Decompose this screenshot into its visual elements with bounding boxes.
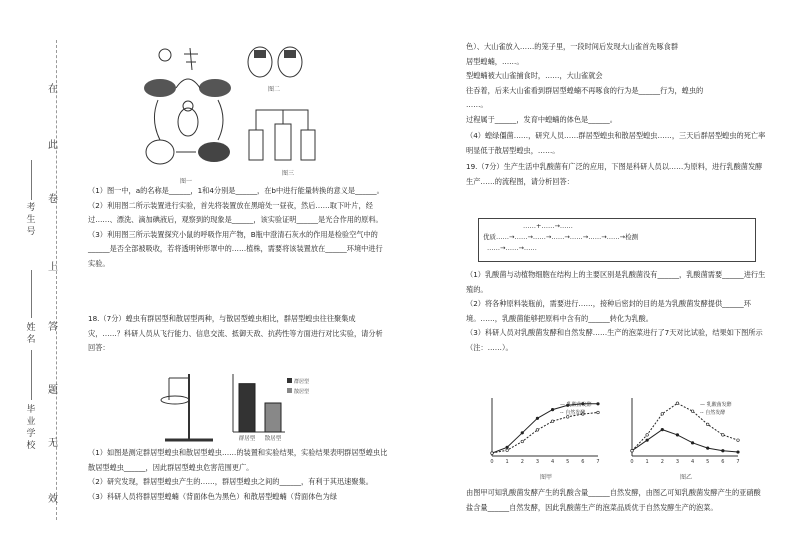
- flow-row-2: 优质……→……→……→……→……→……→……→检测: [483, 233, 639, 241]
- data-point: [722, 449, 725, 452]
- binding-margin: [0, 0, 72, 560]
- question-19-conclusion: 由图甲可知乳酸菌发酵产生的乳酸含量______自然发酵，由图乙可知乳酸菌发酵产生的亚硝酸盐含量______自然发酵，因此乳酸菌生产的泡菜品质优于自然发酵生产的泡菜。: [466, 488, 761, 512]
- question-19-item-1: （1）乳酸菌与动植物细胞在结构上的主要区别是乳酸菌没有______，乳酸菌需要______进行生殖的。: [466, 270, 766, 294]
- question-18-item-1: （1）如图是测定群居型蝗虫和散居型蝗虫……的装置和实验结果，实验结果表明群居型蝗虫比散居型蝗虫______，因此群居型蝗虫危害范围更广。: [88, 448, 388, 472]
- figure-1-cycle-diagram: [140, 40, 235, 175]
- question-19-items: [466, 268, 766, 355]
- process-flowchart: [478, 218, 756, 262]
- data-point: [706, 423, 709, 426]
- field-line: [31, 350, 32, 400]
- x-tick-label: 1: [505, 459, 509, 465]
- leaf-icon: [144, 79, 176, 97]
- data-point: [661, 428, 664, 431]
- cycle-diagram-svg: [140, 40, 235, 175]
- continued-line: 往吞着，后来大山雀看到群居型蝗蝻不再啄食的行为是______行为，蝗虫的: [466, 85, 704, 95]
- rabbit-icon: [178, 108, 198, 136]
- figure-3-respiration-apparatus: [245, 100, 320, 165]
- data-point: [722, 434, 725, 437]
- margin-char: 在: [48, 84, 58, 95]
- bar-0: [239, 384, 255, 432]
- legend-label: 群居型: [294, 379, 310, 385]
- data-point: [691, 410, 694, 413]
- margin-char: 此: [48, 140, 58, 151]
- x-tick-label: 群居型: [238, 436, 256, 442]
- x-tick-label: 4: [690, 459, 695, 465]
- sun-icon: [159, 49, 171, 61]
- flight-orbit-icon: [161, 396, 189, 404]
- x-tick-label: 5: [706, 459, 710, 465]
- cell-icon: [198, 142, 230, 162]
- x-tick-label: 6: [721, 459, 725, 465]
- data-point: [676, 434, 679, 437]
- flow-row-1: ……+……→……: [523, 222, 573, 230]
- chart-b-caption: 图乙: [680, 474, 693, 481]
- data-point: [536, 417, 539, 420]
- data-point: [691, 442, 694, 445]
- field-label-exam-number: 考生号: [26, 203, 36, 237]
- question-18-continued: [466, 40, 766, 189]
- data-point: [551, 408, 554, 411]
- question-18-stem: 18.（7分）蝗虫有群居型和散居型两种，与散居型蝗虫相比，群居型蝗虫往往聚集成灾，……？科研人员从飞行能力、信息交流、抵御天敌、抗药性等方面进行对比实验，请分析回答：: [88, 314, 383, 352]
- question-17-block: [88, 184, 388, 271]
- data-point: [646, 434, 649, 437]
- data-point: [737, 439, 740, 442]
- question-18-item-2: （2）研究发现，群居型蝗虫产生的……，群居型蝗虫之间的______，有利于其迅速聚集。: [88, 477, 373, 486]
- legend-label: — 乳酸菌发酵: [700, 402, 732, 408]
- question-18-items: [88, 446, 388, 504]
- data-point: [551, 420, 554, 423]
- legend-label: 散居型: [294, 389, 310, 395]
- data-point: [521, 432, 524, 435]
- data-point: [706, 447, 709, 450]
- question-19-item-2: （2）将各种原料装瓶前，需要进行……，接种后密封的目的是为乳酸菌发酵提供______环境。……，乳酸菌能够把原料中含有的______转化为乳酸。: [466, 299, 751, 323]
- margin-char: 效: [48, 494, 58, 505]
- legend-label: — 乳酸菌发酵: [560, 402, 592, 408]
- figure-2-leaf-experiment: [245, 42, 305, 82]
- data-point: [661, 413, 664, 416]
- data-point: [491, 452, 494, 455]
- figure-flight-test: [155, 368, 310, 446]
- legend-swatch: [287, 388, 292, 393]
- data-point: [737, 451, 740, 454]
- figure-1-caption: 图一: [180, 178, 193, 185]
- continued-line: 型蝗蝻被大山雀捕食时，……，大山雀就会: [466, 71, 603, 80]
- margin-char: 上: [48, 262, 58, 273]
- question-17-item-1: （1）图一中，a的名称是______，1和4分别是______，在b中进行能量转换的意义是______。: [88, 186, 384, 195]
- x-tick-label: 7: [596, 459, 600, 465]
- legend-label: -- 自然发酵: [700, 410, 726, 416]
- flow-row-3: ……→……→……: [487, 244, 537, 252]
- bar-chart-flight: [217, 368, 310, 446]
- x-tick-label: 2: [520, 459, 524, 465]
- arrow-icon: [154, 100, 160, 140]
- cell-icon: [146, 140, 174, 164]
- x-tick-label: 2: [660, 459, 664, 465]
- figure-2-caption: 图二: [268, 86, 281, 93]
- x-tick-label: 0: [630, 459, 634, 465]
- margin-char: 题: [48, 385, 58, 396]
- legend-swatch: [287, 378, 292, 383]
- data-point: [506, 449, 509, 452]
- data-point: [597, 411, 600, 414]
- plant-icon: [184, 48, 198, 70]
- question-17-item-3: （3）利用图三所示装置探究小鼠的呼吸作用产物，B瓶中澄清石灰水的作用是检验空气中的______是否全部被吸收，若将透明钟形罩中的……植株，需要将该装置放在______环境中进行实验。: [88, 229, 383, 268]
- continued-line: ……。: [466, 100, 488, 109]
- margin-char: 无: [48, 438, 58, 449]
- question-17-item-2: （2）利用图二所示装置进行实验，首先将装置放在黑暗处一昼夜，然后……取下叶片，经过……、漂洗、滴加碘液后，观察到的现象是______，该实验证明______是光合作用的原料。: [88, 200, 383, 224]
- x-tick-label: 4: [550, 459, 555, 465]
- x-tick-label: 6: [581, 459, 585, 465]
- data-point: [536, 429, 539, 432]
- data-point: [521, 440, 524, 443]
- continued-line: 居型蝗蝻，……。: [466, 56, 524, 66]
- question-19-item-3: （3）科研人员对乳酸菌发酵和自然发酵……生产的泡菜进行了7天对比试验，结果如下图所示（注：……）。: [466, 328, 763, 352]
- line-chart-lactic-acid: [478, 392, 608, 470]
- margin-char: 卷: [48, 194, 58, 205]
- legend-label: -- 自然发酵: [560, 410, 586, 416]
- x-tick-label: 3: [535, 459, 540, 465]
- question-19-stem: 19.（7分）生产生活中乳酸菌有广泛的应用，下图是科研人员以……为原料，进行乳酸菌发酵生产……的流程图，请分析回答：: [466, 162, 763, 186]
- bar-1: [265, 403, 281, 432]
- figure-3-caption: 图三: [282, 170, 295, 177]
- continued-line: 过程属于______，发育中蝗蝻的体色是______。: [466, 114, 617, 124]
- continued-line: 色）、大山雀放入……的笼子里，一段时间后发现大山雀首先啄食群: [466, 42, 679, 51]
- field-line: [31, 270, 32, 318]
- x-tick-label: 1: [645, 459, 649, 465]
- x-tick-label: 3: [675, 459, 680, 465]
- line-chart-nitrite: [618, 392, 748, 470]
- data-point: [676, 402, 679, 405]
- field-label-name: 姓名: [26, 323, 36, 345]
- arrow-icon: [176, 79, 200, 88]
- margin-char: 答: [48, 322, 58, 333]
- chart-a-caption: 图甲: [540, 474, 553, 481]
- leaf-icon: [199, 79, 231, 97]
- question-18-item-4: （4）蝗绿僵菌……，研究人员……群居型蝗虫和散居型蝗虫……，三天后群居型蝗虫的死亡率明显低于散居型蝗虫，……。: [466, 131, 766, 155]
- x-tick-label: 5: [566, 459, 570, 465]
- rabbit-head-icon: [183, 101, 193, 111]
- x-tick-label: 7: [736, 459, 740, 465]
- x-tick-label: 散居型: [264, 436, 282, 442]
- question-18-item-3: （3）科研人员将群居型蝗蝻（背面体色为黑色）和散居型蝗蝻（背面体色为绿: [88, 491, 337, 501]
- field-line: [31, 160, 32, 200]
- data-point: [631, 449, 634, 452]
- x-tick-label: 0: [490, 459, 494, 465]
- data-point: [597, 403, 600, 406]
- data-point: [506, 446, 509, 449]
- field-label-school: 毕业学校: [26, 405, 36, 451]
- data-point: [646, 439, 649, 442]
- arrow-icon: [218, 100, 223, 140]
